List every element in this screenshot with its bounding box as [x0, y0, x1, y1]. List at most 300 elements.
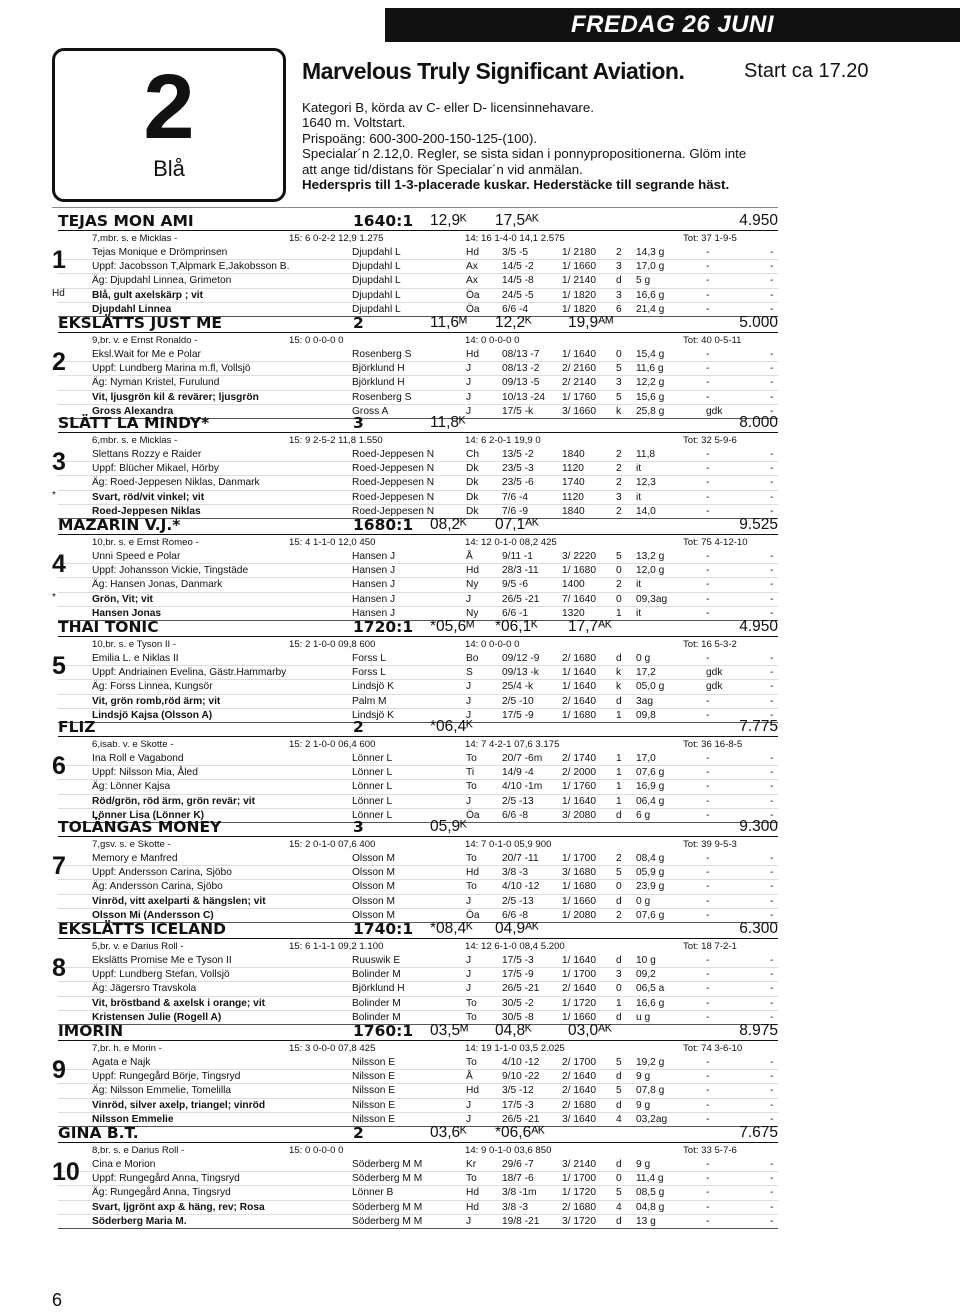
- start-cell: -: [706, 349, 710, 360]
- start-cell: 0 g: [636, 895, 651, 907]
- start-cell: 5: [616, 363, 622, 375]
- horse-stats: [58, 638, 778, 651]
- start-cell: 1/ 1640: [562, 795, 596, 807]
- start-row: [58, 954, 778, 968]
- horse-stat: 14: 0 0-0-0 0: [465, 335, 520, 346]
- horse-record: 1720:1: [353, 618, 414, 636]
- start-cell: 1/ 1660: [562, 895, 596, 907]
- race-info-line: Hederspris till 1-3-placerade kuskar. Hederstäcke till segrande häst.: [302, 177, 730, 193]
- start-cell: -: [770, 289, 774, 301]
- start-cell: 4/10 -12: [502, 1057, 540, 1068]
- horse-header-rule: [58, 836, 778, 837]
- start-cell: 1/ 1700: [562, 1173, 596, 1185]
- start-cell: Söderberg M M: [352, 1173, 423, 1185]
- start-cell: -: [770, 881, 774, 893]
- start-cell: -: [706, 1201, 710, 1213]
- start-cell: 20/7 -6m: [502, 753, 543, 764]
- horse-stat: Tot: 33 5-7-6: [683, 1145, 737, 1156]
- start-cell: -: [770, 391, 774, 403]
- horse-header: [58, 414, 778, 433]
- start-row: [58, 593, 778, 607]
- start-cell: 5: [616, 1057, 622, 1068]
- start-cell: Dk: [466, 505, 479, 517]
- post-position: 1: [52, 246, 66, 274]
- start-cell: -: [706, 853, 710, 864]
- start-cell: 6/6 -8: [502, 909, 529, 921]
- start-cell: Uppf: Andriainen Evelina, Gästr.Hammarby: [92, 667, 287, 679]
- start-cell: 0: [616, 881, 622, 893]
- horse-header-rule: [58, 534, 778, 535]
- race-info-line: 1640 m. Voltstart.: [302, 115, 406, 131]
- start-cell: 1320: [562, 607, 585, 619]
- horse-name: FLIZ: [58, 718, 96, 736]
- horse-stat: Tot: 39 9-5-3: [683, 839, 737, 850]
- horse-stat: Tot: 74 3-6-10: [683, 1043, 743, 1054]
- start-cell: Roed-Jeppesen N: [352, 463, 435, 475]
- start-cell: Uppf: Rungegård Börje, Tingsryd: [92, 1071, 241, 1083]
- start-cell: 1: [616, 997, 622, 1009]
- start-cell: 17,0 g: [636, 261, 665, 273]
- start-cell: 13,2 g: [636, 551, 665, 562]
- start-cell: 3: [616, 491, 622, 503]
- horse-header: [58, 618, 778, 637]
- start-cell: Dk: [466, 477, 479, 489]
- start-cell: Vit, grön romb,röd ärm; vit: [92, 695, 221, 707]
- start-cell: 07,6 g: [636, 909, 665, 921]
- start-cell: 14,3 g: [636, 247, 665, 258]
- start-cell: J: [466, 895, 472, 907]
- start-cell: 4/10 -12: [502, 881, 540, 893]
- start-cell: Vit, ljusgrön kil & revärer; ljusgrön: [92, 391, 259, 403]
- start-cell: 6/6 -1: [502, 607, 529, 619]
- start-cell: 17/5 -3: [502, 955, 534, 966]
- start-cell: 19/8 -21: [502, 1215, 540, 1227]
- start-cell: Hansen J: [352, 565, 396, 577]
- post-position: 4: [52, 550, 66, 578]
- horse-time-3: 03,0ᴬᴷ: [568, 1022, 612, 1039]
- start-cell: Uppf: Lundberg Marina m.fl, Vollsjö: [92, 363, 251, 375]
- horse-stats: [58, 940, 778, 953]
- horse-value: 4.950: [739, 212, 778, 229]
- start-cell: 2/ 1680: [562, 1201, 596, 1213]
- start-cell: Ch: [466, 449, 480, 460]
- start-cell: -: [706, 607, 710, 619]
- start-cell: Vinröd, silver axelp, triangel; vinröd: [92, 1099, 266, 1111]
- start-cell: 1: [616, 795, 622, 807]
- start-cell: Bolinder M: [352, 969, 401, 981]
- start-cell: 17,2: [636, 667, 656, 679]
- start-cell: -: [770, 1113, 774, 1125]
- start-cell: 23/5 -6: [502, 477, 534, 489]
- start-cell: Ax: [466, 275, 478, 287]
- start-cell: 1840: [562, 505, 585, 517]
- start-cell: -: [770, 349, 774, 360]
- start-cell: -: [770, 247, 774, 258]
- start-cell: -: [770, 969, 774, 981]
- start-time: Start ca 17.20: [744, 60, 869, 82]
- horse-value: 4.950: [739, 618, 778, 635]
- start-cell: -: [706, 881, 710, 893]
- horse-name: IMORIN: [58, 1022, 124, 1040]
- start-cell: -: [706, 809, 710, 821]
- horse-time-2: *06,6ᴬᴷ: [495, 1124, 545, 1141]
- start-cell: 3/8 -3: [502, 867, 529, 879]
- horse-time-2: 07,1ᴬᴷ: [495, 516, 539, 533]
- horse-value: 9.525: [739, 516, 778, 533]
- horse-stats: [58, 1042, 778, 1055]
- start-cell: Djupdahl L: [352, 261, 401, 273]
- start-cell: -: [770, 551, 774, 562]
- start-cell: Gross Alexandra: [92, 405, 174, 417]
- start-cell: Lönner L: [352, 795, 393, 807]
- start-cell: 1/ 1640: [562, 667, 596, 679]
- horse-entry: [52, 920, 778, 1025]
- horse-stat: 15: 2 0-1-0 07,6 400: [289, 839, 376, 850]
- horse-stat: 6,mbr. s. e Micklas -: [92, 435, 178, 446]
- race-info-line: Prispoäng: 600-300-200-150-125-(100).: [302, 130, 538, 146]
- start-cell: 04,8 g: [636, 1201, 665, 1213]
- start-cell: 18/7 -6: [502, 1173, 534, 1185]
- start-cell: Roed-Jeppesen Niklas: [92, 505, 201, 517]
- start-cell: Nilsson E: [352, 1113, 396, 1125]
- start-cell: 2/ 1680: [562, 1099, 596, 1111]
- horse-stat: 14: 12 0-1-0 08,2 425: [465, 537, 557, 548]
- start-cell: 5 g: [636, 275, 651, 287]
- race-color: Blå: [153, 156, 185, 181]
- horse-stat: 15: 2 1-0-0 09,8 600: [289, 639, 376, 650]
- start-cell: 2: [616, 853, 622, 864]
- start-cell: 2: [616, 579, 622, 591]
- start-cell: Slettans Rozzy e Raider: [92, 449, 202, 460]
- start-cell: -: [770, 983, 774, 995]
- start-row: [58, 550, 778, 564]
- start-cell: -: [706, 969, 710, 981]
- start-cell: 09/12 -9: [502, 653, 540, 664]
- start-cell: -: [770, 593, 774, 605]
- start-cell: -: [770, 1099, 774, 1111]
- start-cell: 0: [616, 565, 622, 577]
- start-cell: Djupdahl L: [352, 289, 401, 301]
- horse-stat: Tot: 37 1-9-5: [683, 233, 737, 244]
- start-cell: Blå, gult axelskärp ; vit: [92, 289, 203, 301]
- start-cell: -: [706, 247, 710, 258]
- entry-mark: Hd: [52, 288, 65, 299]
- horse-stat: 14: 7 0-1-0 05,9 900: [465, 839, 552, 850]
- start-cell: Söderberg Maria M.: [92, 1215, 187, 1227]
- start-row: [58, 578, 778, 592]
- start-cell: -: [770, 767, 774, 779]
- start-rows: [58, 246, 778, 317]
- horse-time-1: *08,4ᴷ: [430, 920, 473, 937]
- start-cell: Hd: [466, 1201, 480, 1213]
- start-cell: 3/ 1680: [562, 867, 596, 879]
- start-cell: Hansen Jonas: [92, 607, 162, 619]
- start-cell: 15,6 g: [636, 391, 665, 403]
- horse-stat: 14: 7 4-2-1 07,6 3.175: [465, 739, 560, 750]
- race-number: 2: [143, 56, 195, 158]
- start-row: [58, 1158, 778, 1172]
- start-cell: Uppf: Nilsson Mia, Åled: [92, 767, 198, 779]
- start-cell: Tejas Monique e Drömprinsen: [92, 247, 228, 258]
- start-row: [58, 376, 778, 390]
- start-cell: 09,3ag: [636, 593, 668, 605]
- horse-stats: [58, 434, 778, 447]
- start-cell: Lönner L: [352, 781, 393, 793]
- start-cell: 14/9 -4: [502, 767, 534, 779]
- start-cell: d: [616, 695, 622, 707]
- start-cell: -: [770, 753, 774, 764]
- start-cell: 10/13 -24: [502, 391, 546, 403]
- start-cell: k: [616, 667, 622, 679]
- start-cell: -: [770, 795, 774, 807]
- start-cell: 3/ 1660: [562, 405, 596, 417]
- start-row: [58, 866, 778, 880]
- start-cell: To: [466, 1173, 477, 1185]
- start-row: [58, 766, 778, 780]
- start-cell: 2/ 1640: [562, 983, 596, 995]
- start-cell: Agata e Najk: [92, 1057, 151, 1068]
- start-cell: 2/5 -13: [502, 895, 534, 907]
- start-cell: Lindsjö K: [352, 709, 394, 721]
- start-cell: -: [706, 491, 710, 503]
- start-cell: 6 g: [636, 809, 651, 821]
- start-cell: -: [706, 449, 710, 460]
- start-cell: 26/5 -21: [502, 1113, 540, 1125]
- start-cell: -: [770, 853, 774, 864]
- start-cell: 1120: [562, 491, 584, 503]
- start-cell: 14/5 -2: [502, 261, 534, 273]
- horse-value: 7.675: [739, 1124, 778, 1141]
- start-cell: -: [770, 579, 774, 591]
- post-position: 3: [52, 448, 66, 476]
- horse-value: 8.000: [739, 414, 778, 431]
- horse-name: SLÄTT LA MINDY*: [58, 414, 210, 432]
- horse-stat: 15: 3 0-0-0 07,8 425: [289, 1043, 376, 1054]
- start-cell: 26/5 -21: [502, 593, 540, 605]
- horse-time-3: 17,7ᴬᴷ: [568, 618, 612, 635]
- start-cell: 3/ 2140: [562, 1159, 596, 1170]
- start-cell: Ekslätts Promise Me e Tyson II: [92, 955, 232, 966]
- start-cell: Olsson M: [352, 853, 396, 864]
- start-cell: Lönner L: [352, 753, 393, 764]
- start-cell: J: [466, 405, 472, 417]
- start-cell: 7/6 -9: [502, 505, 529, 517]
- start-cell: -: [770, 653, 774, 664]
- start-cell: 1/ 1640: [562, 955, 596, 966]
- start-cell: 25/4 -k: [502, 681, 534, 693]
- start-cell: Hansen J: [352, 551, 396, 562]
- horse-time-1: 12,9ᴷ: [430, 212, 467, 229]
- start-rows: [58, 550, 778, 621]
- start-cell: -: [770, 1201, 774, 1213]
- start-cell: 30/5 -2: [502, 997, 534, 1009]
- start-cell: -: [706, 1159, 710, 1170]
- start-cell: Uppf: Lundberg Stefan, Vollsjö: [92, 969, 230, 981]
- start-cell: 08/13 -2: [502, 363, 540, 375]
- start-cell: Äg: Hansen Jonas, Danmark: [92, 579, 223, 591]
- page-number: 6: [52, 1290, 63, 1310]
- start-cell: Äg: Rungegård Anna, Tingsryd: [92, 1187, 231, 1199]
- start-cell: To: [466, 1011, 477, 1023]
- start-cell: -: [770, 607, 774, 619]
- race-info: [302, 100, 862, 192]
- start-cell: Unni Speed e Polar: [92, 551, 181, 562]
- horse-stat: 15: 2 1-0-0 06,4 600: [289, 739, 376, 750]
- start-cell: 1/ 1660: [562, 261, 596, 273]
- start-cell: Äg: Nyman Kristel, Furulund: [92, 377, 220, 389]
- start-cell: Roed-Jeppesen N: [352, 477, 435, 489]
- start-cell: Forss L: [352, 653, 386, 664]
- start-cell: Ny: [466, 607, 479, 619]
- start-cell: 1: [616, 753, 622, 764]
- horse-stat: Tot: 36 16-8-5: [683, 739, 743, 750]
- start-cell: Forss L: [352, 667, 386, 679]
- start-cell: Hd: [466, 1085, 480, 1097]
- start-cell: J: [466, 709, 472, 721]
- horse-header: [58, 920, 778, 939]
- start-cell: 2/ 1700: [562, 1057, 596, 1068]
- start-cell: J: [466, 955, 472, 966]
- horse-header-rule: [58, 332, 778, 333]
- start-cell: 3/5 -5: [502, 247, 529, 258]
- start-cell: it: [636, 463, 642, 475]
- horse-stat: 15: 4 1-1-0 12,0 450: [289, 537, 376, 548]
- start-cell: Öa: [466, 909, 480, 921]
- start-cell: 1: [616, 607, 622, 619]
- start-cell: Lönner L: [352, 767, 393, 779]
- start-cell: To: [466, 853, 477, 864]
- start-cell: -: [706, 565, 710, 577]
- start-cell: 6: [616, 303, 622, 315]
- start-rows: [58, 752, 778, 823]
- start-cell: -: [706, 867, 710, 879]
- start-cell: 07,6 g: [636, 767, 665, 779]
- horse-header: [58, 516, 778, 535]
- start-row: [58, 1172, 778, 1186]
- start-cell: Emilia L. e Niklas II: [92, 653, 179, 664]
- start-cell: 2/ 1640: [562, 695, 596, 707]
- start-cell: gdk: [706, 667, 723, 679]
- start-cell: 1/ 1760: [562, 391, 596, 403]
- start-cell: -: [770, 1085, 774, 1097]
- start-cell: Gross A: [352, 405, 389, 417]
- start-cell: J: [466, 377, 472, 389]
- start-cell: 1/ 1720: [562, 997, 596, 1009]
- start-cell: Å: [466, 551, 473, 562]
- post-position: 10: [52, 1158, 80, 1186]
- start-cell: -: [770, 1071, 774, 1083]
- horse-stat: 7,mbr. s. e Micklas -: [92, 233, 178, 244]
- start-cell: 26/5 -21: [502, 983, 540, 995]
- start-cell: J: [466, 983, 472, 995]
- start-cell: To: [466, 997, 477, 1009]
- start-row: [58, 1099, 778, 1113]
- start-cell: -: [770, 1215, 774, 1227]
- horse-record: 1680:1: [353, 516, 414, 534]
- start-cell: Palm M: [352, 695, 387, 707]
- horse-header-rule: [58, 938, 778, 939]
- horse-header-rule: [58, 1040, 778, 1041]
- start-cell: -: [770, 491, 774, 503]
- start-cell: 2/ 1680: [562, 653, 596, 664]
- start-cell: Hansen J: [352, 593, 396, 605]
- start-cell: -: [770, 667, 774, 679]
- start-cell: Uppf: Andersson Carina, Sjöbo: [92, 867, 232, 879]
- post-position: 2: [52, 348, 66, 376]
- start-row: [58, 1084, 778, 1098]
- start-cell: -: [770, 867, 774, 879]
- horse-stat: 14: 6 2-0-1 19,9 0: [465, 435, 541, 446]
- start-cell: Vit, bröstband & axelsk i orange; vit: [92, 997, 266, 1009]
- start-cell: 1/ 2140: [562, 275, 596, 287]
- start-cell: 08,5 g: [636, 1187, 665, 1199]
- start-cell: -: [706, 781, 710, 793]
- horse-header: [58, 1022, 778, 1041]
- start-cell: -: [770, 377, 774, 389]
- entry-mark: *: [52, 490, 56, 501]
- start-cell: Nilsson E: [352, 1057, 396, 1068]
- start-cell: Lönner Lisa (Lönner K): [92, 809, 205, 821]
- start-cell: -: [706, 391, 710, 403]
- start-row: [58, 795, 778, 809]
- start-cell: 29/6 -7: [502, 1159, 534, 1170]
- start-cell: Nilsson E: [352, 1085, 396, 1097]
- start-cell: 1: [616, 709, 622, 721]
- start-cell: Vinröd, vitt axelparti & hängslen; vit: [92, 895, 266, 907]
- horse-stat: 8,br. s. e Darius Roll -: [92, 1145, 185, 1156]
- horse-entry: [52, 516, 778, 621]
- start-cell: J: [466, 593, 472, 605]
- horse-stat: Tot: 18 7-2-1: [683, 941, 737, 952]
- start-cell: -: [770, 781, 774, 793]
- horse-time-1: 11,6ᴹ: [430, 314, 467, 331]
- start-cell: Cina e Morion: [92, 1159, 156, 1170]
- start-row: [58, 852, 778, 866]
- start-cell: 2: [616, 449, 622, 460]
- start-cell: -: [770, 1057, 774, 1068]
- start-rows: [58, 448, 778, 519]
- start-cell: Kr: [466, 1159, 477, 1170]
- start-cell: Hd: [466, 349, 480, 360]
- horse-name: THAI TONIC: [58, 618, 159, 636]
- start-cell: Hd: [466, 867, 480, 879]
- start-cell: 2/ 2160: [562, 363, 596, 375]
- start-row: [58, 362, 778, 376]
- horse-stat: 7,gsv. s. e Skotte -: [92, 839, 171, 850]
- start-row: [58, 564, 778, 578]
- start-cell: -: [706, 505, 710, 517]
- start-cell: 5: [616, 1085, 622, 1097]
- start-cell: Äg: Djupdahl Linnea, Grimeton: [92, 275, 232, 287]
- start-cell: -: [770, 477, 774, 489]
- start-cell: 3: [616, 969, 622, 981]
- horse-stat: 15: 6 0-2-2 12,9 1.275: [289, 233, 384, 244]
- start-cell: Äg: Roed-Jeppesen Niklas, Danmark: [92, 477, 260, 489]
- horse-name: TEJAS MON AMI: [58, 212, 194, 230]
- start-cell: 16,6 g: [636, 997, 665, 1009]
- start-cell: Björklund H: [352, 377, 405, 389]
- start-cell: -: [770, 463, 774, 475]
- start-cell: 24/5 -5: [502, 289, 534, 301]
- start-cell: -: [770, 565, 774, 577]
- horse-value: 6.300: [739, 920, 778, 937]
- start-cell: 08,4 g: [636, 853, 665, 864]
- start-cell: 08/13 -7: [502, 349, 540, 360]
- start-cell: 1/ 1700: [562, 853, 596, 864]
- horse-time-2: 04,9ᴬᴷ: [495, 920, 539, 937]
- start-cell: -: [706, 955, 710, 966]
- start-cell: Björklund H: [352, 363, 405, 375]
